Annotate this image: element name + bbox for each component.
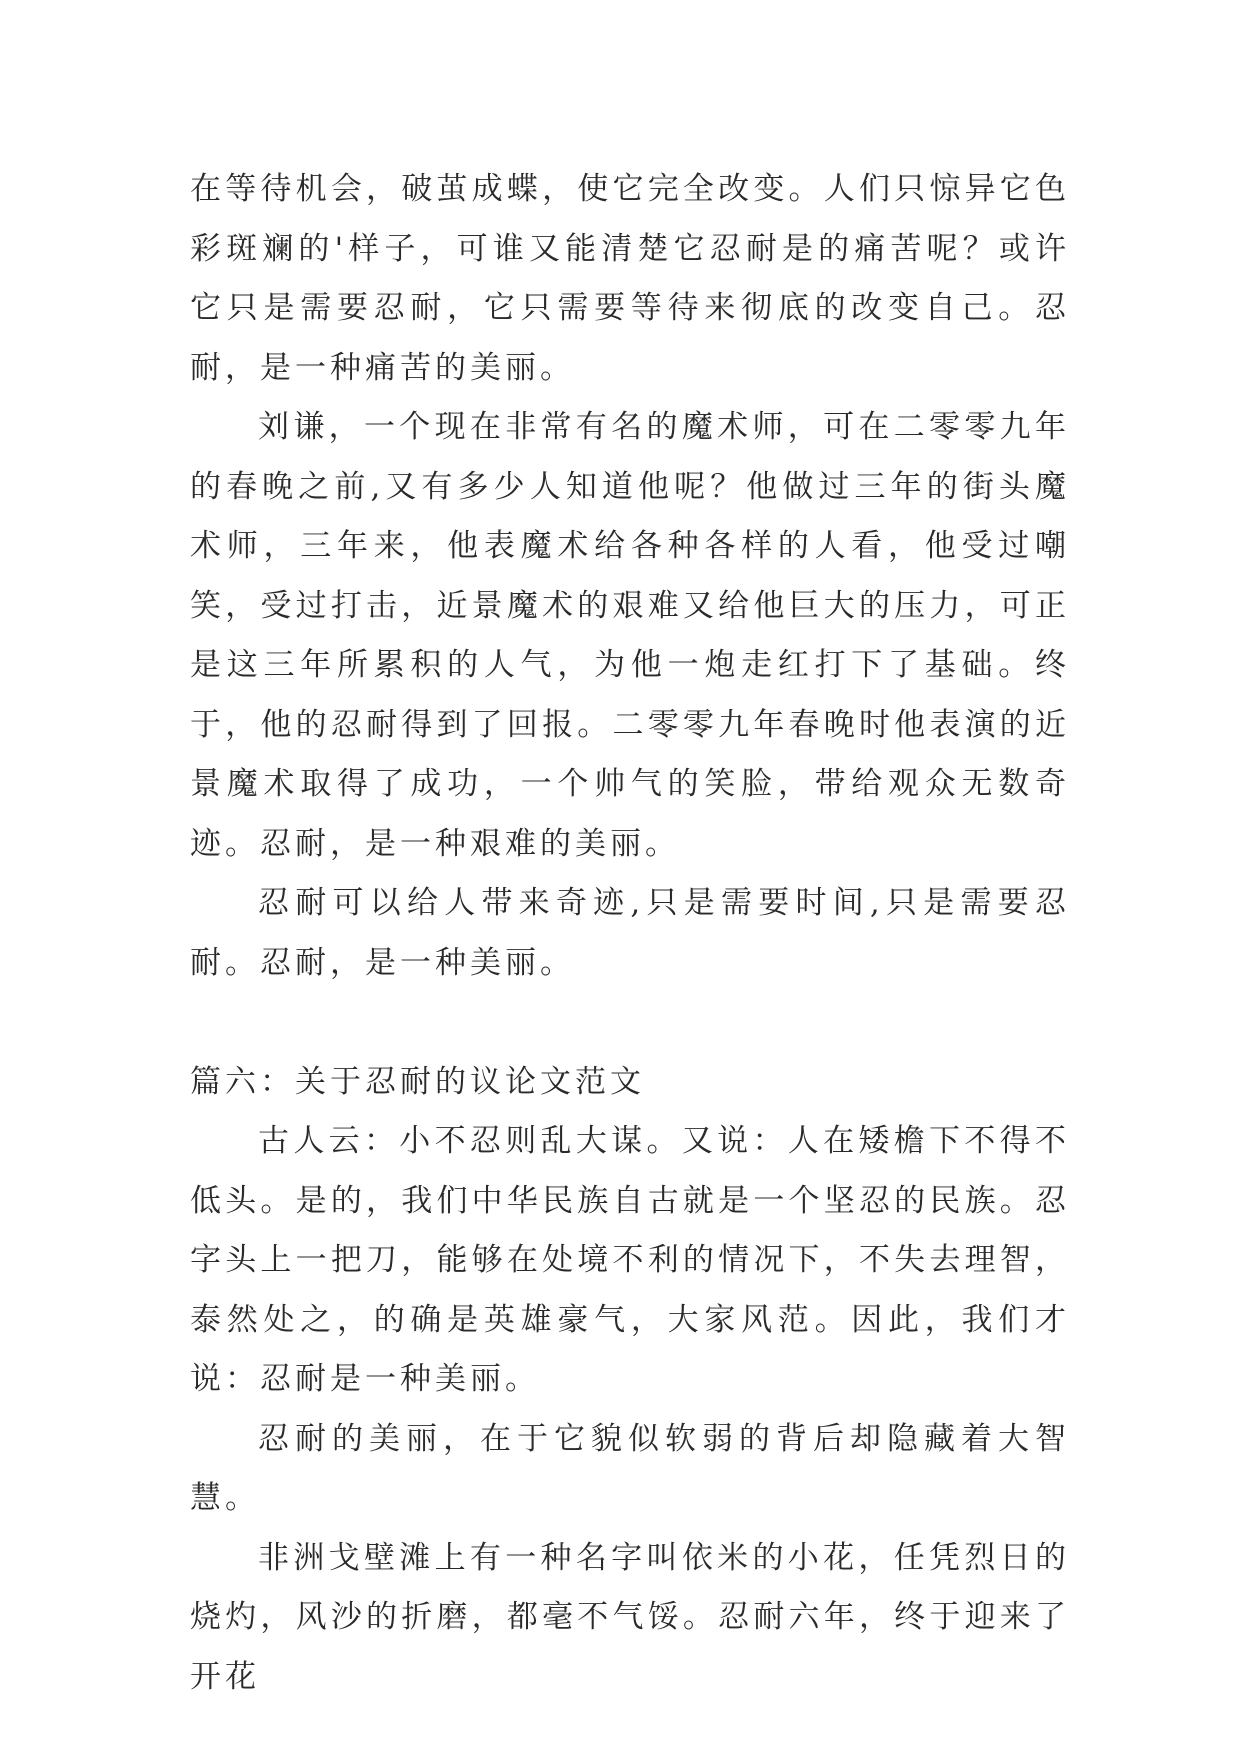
paragraph: 非洲戈壁滩上有一种名字叫依米的小花，任凭烈日的烧灼，风沙的折磨，都毫不气馁。忍耐六年，终于迎来了开花 xyxy=(190,1539,1070,1695)
paragraph: 忍耐可以给人带来奇迹,只是需要时间,只是需要忍耐。忍耐，是一种美丽。 xyxy=(190,885,1070,981)
paragraph: 忍耐的美丽，在于它貌似软弱的背后却隐藏着大智慧。 xyxy=(190,1420,1070,1516)
paragraph: 在等待机会，破茧成蝶，使它完全改变。人们只惊异它色彩斑斓的'样子，可谁又能清楚它忍耐是的痛苦呢？或许它只是需要忍耐，它只需要等待来彻底的改变自己。忍耐，是一种痛苦的美丽。 xyxy=(190,171,1070,386)
paragraph: 古人云：小不忍则乱大谋。又说：人在矮檐下不得不低头。是的，我们中华民族自古就是一个坚忍的民族。忍字头上一把刀，能够在处境不利的情况下，不失去理智，泰然处之，的确是英雄豪气，大家风范。因此，我们才说：忍耐是一种美丽。 xyxy=(190,1123,1070,1397)
paragraph: 刘谦，一个现在非常有名的魔术师，可在二零零九年的春晚之前,又有多少人知道他呢？他做过三年的街头魔术师，三年来，他表魔术给各种各样的人看，他受过嘲笑，受过打击，近景魔术的艰难又给他巨大的压力，可正是这三年所累积的人气，为他一炮走红打下了基础。终于，他的忍耐得到了回报。二零零九年春晚时他表演的近景魔术取得了成功，一个帅气的笑脸，带给观众无数奇迹。忍耐，是一种艰难的美丽。 xyxy=(190,409,1070,862)
document-body xyxy=(190,160,1070,1707)
section-title: 篇六：关于忍耐的议论文范文 xyxy=(190,1063,645,1100)
